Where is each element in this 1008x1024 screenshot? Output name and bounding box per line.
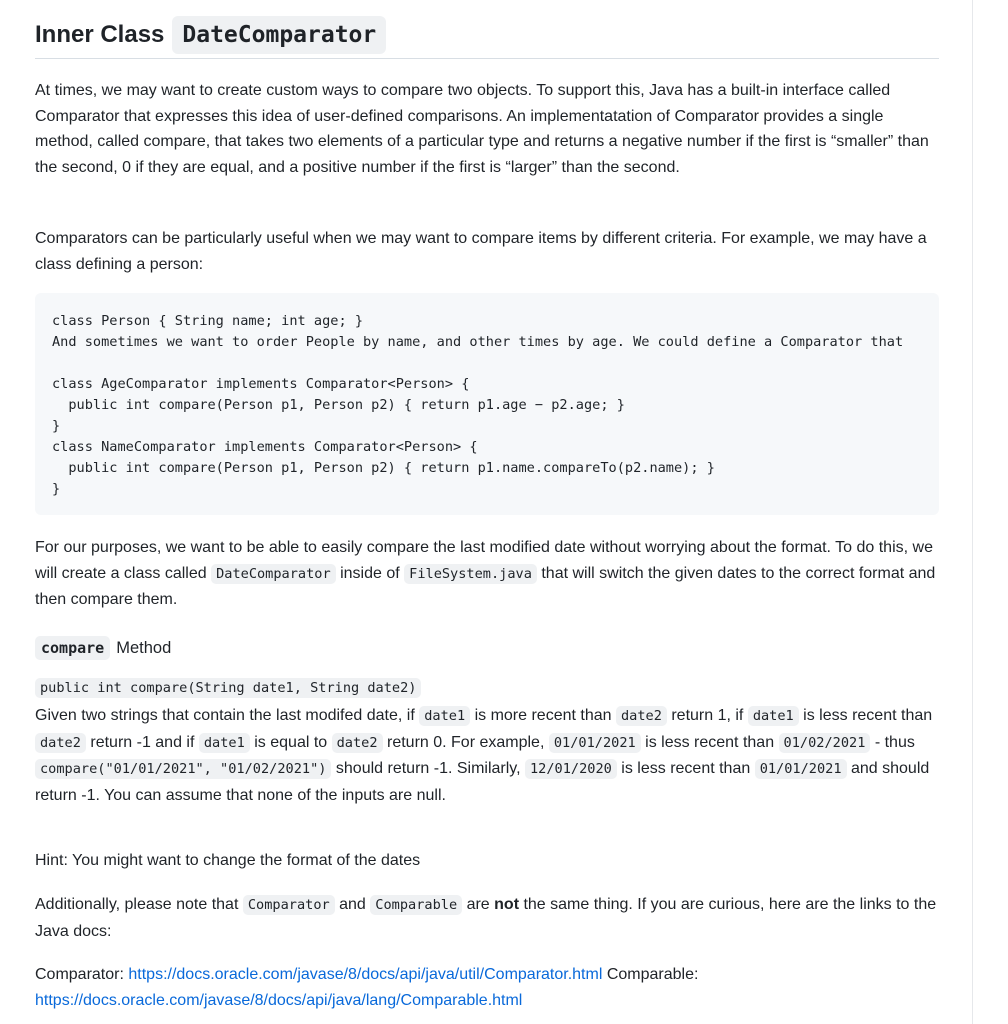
- comparable-label: Comparable:: [602, 966, 699, 983]
- text-span: return 1, if: [666, 707, 748, 724]
- comparable-docs-link[interactable]: https://docs.oracle.com/javase/8/docs/api/java/lang/Comparable.html: [35, 991, 523, 1009]
- note-paragraph: [35, 892, 939, 944]
- text-span: For our purposes, we want to be able to easily compare the last modified date without worrying about the format. To do this, we will create a class called: [35, 539, 933, 582]
- text-span: that will switch the given dates to the correct format and then compare them.: [35, 564, 936, 608]
- inline-code: 12/01/2020: [525, 759, 617, 779]
- text-span: is more recent than: [470, 707, 616, 724]
- inline-code: date1: [419, 706, 470, 726]
- text-span: return -1 and if: [85, 733, 199, 751]
- inline-code: Comparator: [243, 895, 335, 915]
- method-heading-text: Method: [116, 638, 172, 657]
- text-span: Given two strings that contain the last modifed date, if: [35, 707, 420, 724]
- inline-code: date2: [332, 733, 383, 753]
- purposes-paragraph: [35, 535, 939, 613]
- inline-code: date2: [616, 706, 667, 726]
- method-description: [35, 703, 939, 808]
- text-span: and should return -1. You can assume that none of the inputs are null.: [35, 760, 930, 804]
- inline-code: 01/01/2021: [755, 759, 847, 779]
- inline-code: 01/02/2021: [779, 733, 871, 753]
- hint-paragraph: Hint: You might want to change the format of the dates: [35, 852, 421, 869]
- links-paragraph: [35, 962, 939, 1013]
- bold-not: not: [494, 896, 520, 913]
- intro-paragraph-1: At times, we may want to create custom ways to compare two objects. To support this, Java has a built-in interface called Comparator that expresses this idea of user-defined comparisons. An implementatation of Comparator provides a single method, called compare, that takes two elements of a particular type and returns a negative number if the first is “smaller” than the second, 0 if they are equal, and a positive number if the first is “larger” than the second.: [35, 82, 929, 176]
- section-heading: [35, 12, 939, 59]
- signature-code: public int compare(String date1, String date2): [35, 678, 421, 698]
- intro-paragraph-2: Comparators can be particularly useful when we may want to compare items by different criteria. For example, we may have a class defining a person:: [35, 230, 927, 273]
- text-span: and: [334, 896, 371, 913]
- text-span: should return -1. Similarly,: [331, 760, 525, 777]
- inline-code: Comparable: [370, 895, 462, 915]
- method-signature: [35, 679, 421, 697]
- text-span: the same thing. If you are curious, here are the links to the Java docs:: [35, 896, 937, 940]
- comparator-docs-link[interactable]: https://docs.oracle.com/javase/8/docs/api/java/util/Comparator.html: [128, 966, 603, 983]
- text-span: inside of: [335, 564, 405, 582]
- heading-text: Inner Class: [35, 21, 165, 48]
- inline-code: date1: [748, 706, 799, 726]
- inline-code: date1: [199, 733, 250, 753]
- text-span: are: [462, 896, 495, 913]
- text-span: is less recent than: [798, 707, 933, 724]
- inline-code: FileSystem.java: [404, 564, 537, 584]
- inline-code: date2: [35, 733, 86, 753]
- text-span: Additionally, please note that: [35, 896, 243, 913]
- heading-code: DateComparator: [172, 16, 386, 54]
- method-heading: [35, 634, 171, 662]
- text-span: is less recent than: [616, 760, 755, 777]
- method-heading-code: compare: [35, 636, 110, 660]
- text-span: return 0. For example,: [382, 733, 549, 751]
- page-right-border: [972, 0, 973, 1024]
- comparator-label: Comparator:: [35, 966, 129, 983]
- text-span: - thus: [870, 733, 915, 751]
- text-span: is less recent than: [640, 733, 779, 751]
- inline-code: compare("01/01/2021", "01/02/2021"): [35, 759, 331, 779]
- text-span: is equal to: [249, 733, 332, 751]
- code-block-text: class Person { String name; int age; } And sometimes we want to order People by name, and other times by age. We could define a Comparator that class AgeComparator implements Comparator<Person> { public int compare(Person p1, Person p2) { return p1.age − p2.age; } } class NameComparator implements Comparator<Person> { public int compare(Person p1, Person p2) { return p1.name.compareTo(p2.name); } }: [52, 313, 904, 497]
- inline-code: 01/01/2021: [549, 733, 641, 753]
- code-block[interactable]: [35, 293, 939, 515]
- inline-code: DateComparator: [211, 564, 336, 584]
